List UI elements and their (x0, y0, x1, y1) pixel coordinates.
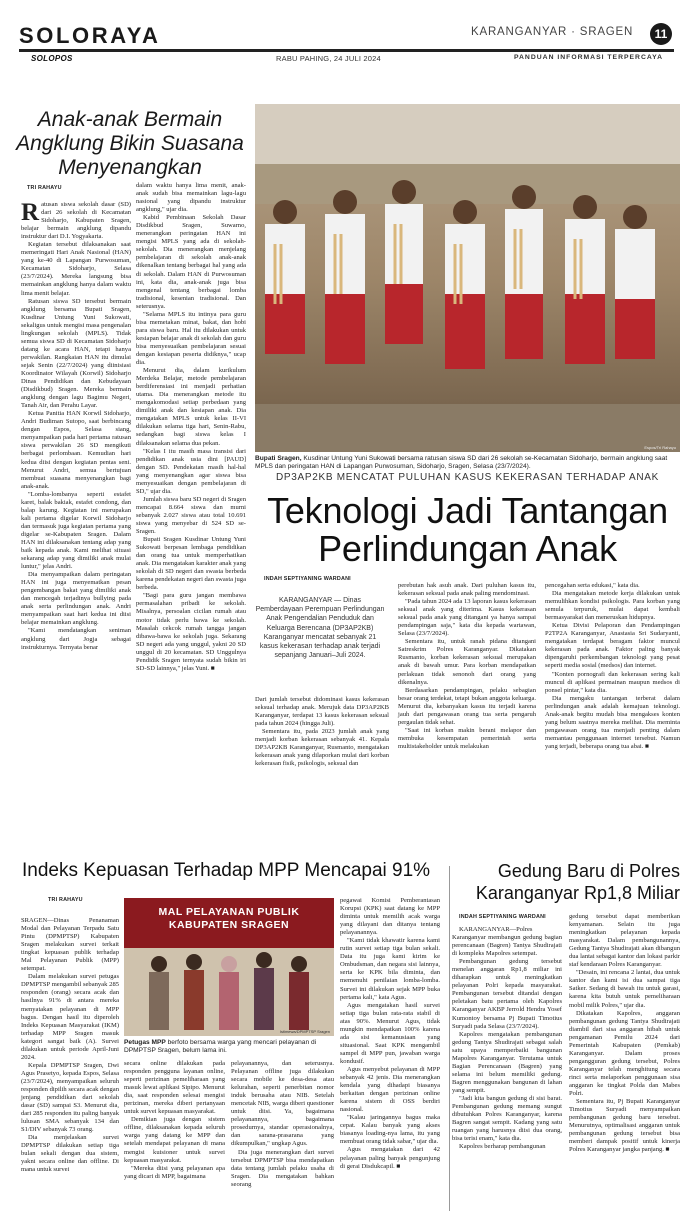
paragraph: "Kelas I itu masih masa transisi dari pendidikan anak usia dini [PAUD] dengan SD. Pendekatan masih hal-hal yang menyenangkan agar siswa bisa menyesuaikan dengan pembelajaran di SD," ujar dia. (136, 447, 246, 495)
caption-text: berfoto bersama warga yang mencari pelayanan di DPMPTSP Sragen, belum lama ini. (124, 1039, 317, 1055)
article-column (136, 182, 246, 672)
end-mark: ■ (209, 664, 215, 672)
caption-lead: Bupati Sragen, (255, 455, 302, 462)
paragraph: Pembangunan gedung tersebut menelan anggaran Rp1,8 miliar ini diharapkan untuk meningkatkan pelayanan Polri kepada masyarakat. Pembangunan tersebut ditandai dengan peletakan batu pertama oleh Kapolres Karanganyar AKBP Jerrold Hendra Yosef Kumontoy bersama Pj Bupati Timotius Suryadi pada Selasa (23/7/2024). (452, 958, 562, 1030)
paragraph: "Saat ini korban makin berani melapor dan membuka kesempatan pemerintah serta multistakeholder untuk melakukan (398, 726, 536, 750)
brand-logo: SOLOPOS (31, 54, 73, 63)
paragraph: Dikatakan Kapolres, anggaran pembangunan gedung Tantya Shudirajati diambil dari sisa anggaran hibah untuk pengamanan Pemilu 2024 dari Pemerintah Kabupaten (Pemkab) Karanganyar. Dalam proses pengangguran gedung tersebut, Polres Karanganyar telah menghitung secara rinci serta melaporkan penggunaan sisa anggaran ke tingkat Polda dan Mabes Polri. (569, 1009, 680, 1098)
article-column (452, 926, 562, 1213)
date-line: RABU PAHING, 24 JULI 2024 (276, 54, 381, 63)
paragraph: Kapolres mengatakan pembangunan gedung Tantya Shudirajati sebagai salah satu upaya memperbaiki bangunan Mapolres Karanganyar. Terutama untuk Bagian Perencanaan (Bagren) yang selama ini belum memiliki gedung. Bagren menggunakan bangunan di lahan yang sempit. (452, 1030, 562, 1094)
paragraph: Menurut dia, dalam kurikulum Merdeka Belajar, metode pembelajaran berdiferensiasi ini menjadi perhatian utama. Dia menerangkan metode itu mengakomodasi setiap perbedaan yang dimiliki anak dan kesiapan anak. Dia mengatakan MPLS untuk kelas II-VI dilakukan selama tiga hari, Senin-Rabu, sedangkan bagi siswa kelas I dilaksanakan selama dua pekan. (136, 367, 246, 447)
headline-line: Karanganyar Rp1,8 Miliar (475, 883, 680, 903)
article-headline (452, 860, 680, 904)
byline: TRI RAHAYU (27, 185, 62, 191)
article-headline: Indeks Kepuasan Terhadap MPP Mencapai 91% (22, 860, 431, 881)
paragraph: perebutan hak asuh anak. Dari puluhan kasus itu, kekerasan seksual pada anak paling mendominasi. (398, 582, 536, 598)
mpp-photo (124, 898, 334, 1036)
paragraph: Sementara itu, Pj Bupati Karanganyar Timotius Suryadi menyampaikan pembangunan gedung baru tersebut. Menurutnya, optimalisasi anggaran untuk pembangunan gedung tersebut bisa memberi dampak positif untuk kinerja Polres Karanganyar jangka panjang. ■ (569, 1098, 680, 1154)
paragraph: Dia menjelaskan survei DPMPTSP dilakukan setiap tiga bulan sekali dengan dua sistem, yakni secara online dan offline. Di mana untuk survei (21, 1134, 119, 1174)
paragraph: secara online dilakukan pada responden pengguna layanan online, seperti perizinan pemeliharaan yang masuk lewat aplikasi Sipipo. Menurut dia, saat responden selesai mengisi perizinan, mereka diberi pertanyaan untuk survei kepuasan masyarakat. (124, 1060, 225, 1116)
paragraph: "Kalau jaringannya bagus maka cepat. Kalau banyak yang akses biasanya loading-nya lama, itu yang membuat orang tidak sabar," ujar dia. (340, 1114, 440, 1146)
paragraph: Ketua Panitia HAN Korwil Sidoharjo, Andri Budiman Sutopo, saat berbincang dengan Espos, Selasa siang, menyampaikan pada hari pertama ratusan siswa perwakilan 26 SD mengikuti berbagai perlombaan. Kemudian hari kedua diisi dengan kegiatan pentas seni. Menurut Andri, semua bertujuan membuat suasana menyenangkan bagi anak-anak. (21, 410, 131, 490)
photo-caption (124, 1039, 334, 1056)
paragraph: Kapolres berharap pembangunan (459, 1143, 546, 1151)
article-headline (255, 492, 680, 568)
caption-text: Kusdinar Untung Yuni Sukowati bersama ratusan siswa SD dari 26 sekolah se-Kecamatan Sidoharjo, bermain angklung saat MPLS dan peringatan HAN di Lapangan Purwosuman, Sidoharjo, Sragen, Selasa (23/7/2024). (255, 455, 668, 471)
banner-text: MAL PELAYANAN PUBLIK KABUPATEN SRAGEN (158, 906, 300, 931)
paragraph: Bupati Sragen Kusdinar Untung Yuni Sukowati berpesan lembaga pendidikan dan orang tua untuk memperhatikan anak. Dia mengatakan karakter anak yang sekolah di SD negeri dan swasta berbeda karena pendekatan negeri dan swasta juga berbeda. (136, 536, 246, 592)
paragraph: Dia juga menerangkan dari survei tersebut DPMPTSP bisa mendapatkan data tentang jumlah pelaku usaha di Sragen. Dia mengatakan bahkan seorang (231, 1148, 334, 1188)
article-column (21, 199, 131, 651)
end-mark: ■ (643, 742, 649, 750)
paragraph: Agus mengatakan dari 42 pelayanan paling banyak pengunjung di gerai Disdukcapil. ■ (340, 1146, 440, 1170)
byline: INDAH SEPTIYANING WARDANI (264, 576, 351, 582)
paragraph: Ketua Divisi Pelaporan dan Pendampingan P2TP2A Karanganyar, Anastasia Sri Sudaryanti, mengatakan terdapat beragam faktor muncul kekerasan pada anak. Faktor paling banyak dipengaruhi perkembangan teknologi yang pesat seperti media sosial (medsos) dan internet. (545, 622, 680, 670)
paragraph: atusan siswa sekolah dasar (SD) dari 26 sekolah di Kecamatan Sidoharjo, Kabupaten Sragen, belajar bermain angklung dipandu instruktur dari D.I. Yogyakarta. (21, 201, 131, 241)
lead-paragraph: KARANGANYAR — Dinas Pemberdayaan Perempuan Perlindungan Anak Pengendalian Penduduk dan Keluarga Berencana (DP3AP2KB) Karanganyar mencatat sebanyak 21 kasus kekerasan terhadap anak terjadi sepanjang Januari–Juli 2024. (255, 597, 385, 660)
paragraph: "Pada tahun 2024 ada 13 laporan kasus kekerasan seksual anak yang diterima. Kasus kekerasan seksual pada anak yang ditangani ya hanya sampai pendampingan saja," kata dia kepada wartawan, Selasa (23/7/2024). (398, 598, 536, 638)
paragraph: "Selama MPLS itu intinya para guru bisa memetakan minat, bakat, dan hobi para siswa baru. Hal itu dilakukan untuk kesiapan belajar anak di sekolah dan guru bisa menyesuaikan pembelajaran sesuai dengan kesiapan peserta didiknya," ucap dia. (136, 310, 246, 367)
article-gedung (452, 860, 682, 1213)
paragraph: Dia mengaku tantangan terberat dalam perlindungan anak adalah kemajuan teknologi. Anak-anak begitu mudah bisa mengakses konten yang belum saatnya mereka melihat. Dia meminta pengawasan orang tua menjadi penting dalam memantau penggunaan internet tersebut. Namun yang terjadi, beberapa orang tua abai. ■ (545, 694, 680, 750)
headline-line: Teknologi Jadi Tantangan (267, 490, 668, 531)
article-teknologi (255, 472, 680, 852)
paragraph: Sementara itu, untuk ranah pidana ditangani Satreskrim Polres Karanganyar. Dikatakan Rusmanto, korban kekerasan seksual merupakan anak di bawah umur. Para korban mendapatkan perlakuan tidak senonoh dari orang yang dikenalnya. (398, 638, 536, 686)
page-number: 11 (650, 23, 672, 45)
paragraph: pencegahan serta edukasi," kata dia. (545, 582, 640, 589)
region-label: KARANGANYAR · SRAGEN (471, 26, 634, 38)
paragraph: "Kami mendatangkan seniman angklung dari Jogja sebagai instrukturnya. Ternyata benar (21, 627, 131, 651)
photo-credit: Istimewa/DPMPTSP Sragen (279, 1029, 330, 1034)
masthead (0, 0, 693, 72)
paragraph: Agus menyebut pelayanan di MPP sebanyak 42 jenis. Dia menerangkan kendala yang dihadapi biasanya berkaitan dengan perizinan online karena sistem di OSS berdiri nasional. (340, 1065, 440, 1114)
paragraph: gedung tersebut dapat memberikan kenyamanan. Selain itu juga meningkatkan pelayanan kepada masyarakat. Dalam pembangunannya, Gedung Tantya Shudirajati akan dibangun dua lantai sebagai kantor dan lokasi parkir staf kendaraan Polres Karanganyar. (569, 913, 680, 969)
headline-line: Gedung Baru di Polres (497, 861, 680, 881)
paragraph: dalam waktu hanya lima menit, anak-anak sudah bisa memainkan lagu-lagu nasional yang dipandu instruktur angklung," ujar dia. (136, 182, 246, 214)
masthead-rule (19, 49, 674, 52)
headline-line: Menyenangkan (58, 156, 202, 179)
article-column (398, 582, 536, 834)
paragraph: pegawai Komisi Pemberantasan Korupsi (KPK) saat datang ke MPP diminta untuk memilih acak warga yang dilayani dan ditanya tentang pelayanannya. (340, 897, 440, 937)
paragraph: Agus mengatakan hasil survei setiap tiga bulan rata-rata stabil di atas 90%. Menurut Agus, tidak mungkin mendapatkan 100% karena ada sisi kemanusiaan yang situasional. Saat KPK mengambil sampel di MPP pun, jawaban warga kondusif. (340, 1001, 440, 1065)
paragraph: "Mereka diisi yang pelayanan apa yang dicari di MPP, bagaimana (124, 1164, 225, 1180)
paragraph: Kabid Pembinaan Sekolah Dasar Disdikbud Sragen, Suwarno, menerangkan peringatan HAN ini mengisi MPLS yang ada di sekolah-sekolah. Dia menerangkan menjelang pembelajaran di sekolah anak-anak dikenalkan tentang berbagai hal yang ada di sekolah. Dalam HAN di Purwosuman ini, kata dia, anak-anak juga bisa mengenal tentang berbagai lomba tradisional, kesenian tradisional. Dan seterusnya. (136, 214, 246, 310)
paragraph: KARANGANYAR—Polres Karanganyar membangun gedung bagian perencanaan (Bagren) Tantya Shudirajati di kompleks Mapolres setempat. (452, 926, 562, 958)
paragraph: Dia menyampaikan dalam peringatan HAN ini juga menyematkan pesan pengembangan bakat yang dimiliki anak dan mencegah terjadinya bullying pada anak serta perlindungan anak. Andri menyampaikan saat hari kedua ini diisi belajar memainkan angklung. (21, 571, 131, 627)
byline: TRI RAHAYU (48, 897, 83, 903)
paragraph: "Kami tidak khawatir karena kami rutin survei setiap tiga bulan sekali. Data itu juga kami kirim ke Ombudsman, dan negara sisi lainnya, serta ke KPK bila diminta, dan memenuhi penilaian lomba-lomba. Survei ini dilakukan sejak MPP buka pertama kali," kata Agus. (340, 937, 440, 1001)
angklung-photo-illustration (255, 104, 680, 452)
byline: INDAH SEPTIYANING WARDANI (459, 914, 546, 920)
paragraph: Kegiatan tersebut dilaksanakan saat memeringati Hari Anak Nasional (HAN) yang ke-40 di Lapangan Purwosuman, Kecamatan Sidoharjo, Selasa (23/7/2024). Mereka langsung bisa memainkan angklung hanya dalam waktu lima menit belajar. (21, 241, 131, 297)
end-mark: ■ (663, 1146, 670, 1154)
headline-line: Angklung Bikin Suasana (16, 132, 244, 155)
angklung-photo (255, 104, 680, 452)
photo-credit: Espos/Tri Rahayu (644, 445, 676, 450)
paragraph: Ratusan siswa SD tersebut bermain angklung bersama Bupati Sragen, Kusdinar Untung Yuni Sukowati, sekaligus untuk mengisi masa pengenalan lingkungan sekolah (MPLS). Tidak semua siswa SD di Kecamatan Sidoharjo datang ke acara HAN, tetapi hanya perwakilan. Rangkaian HAN itu dimulai sejak Senin (22/7/2024) yang diinisiasi Koordinator Wilayah (Korwil) Sidoharjo Dinas Pendidikan dan Kebudayaan (Disdikbud) Sragen. Mereka bermain angklung dengan lagu Bagimu Negeri, Tanah Air, dan Perahu Layar. (21, 297, 131, 410)
paragraph: Demikian juga dengan sistem offline, dilaksanakan kepada seluruh warga yang datang ke MPP dan setelah mendapat pelayanan di mana mengisi kuisioner untuk survei kepuasan masyarakat. (124, 1116, 225, 1164)
article-kicker: DP3AP2KB MENCATAT PULUHAN KASUS KEKERASAN TERHADAP ANAK (275, 472, 660, 483)
paragraph: "Bagi para guru jangan membawa permasalahan pribadi ke sekolah. Misalnya, persoalan cicilan rumah atau motor tidak perlu bawa ke sekolah. Masalah cekcok rumah tangga jangan dibawa-bawa ke sekolah juga. Sekarang SD negeri ada yang unggul, yakni 20 SD unggul di 20 kecamatan. SD Unggulnya Pendidik Sragen ternyata sudah bikin iri SD-SD lainnya," jelas Yuni. ■ (136, 592, 246, 672)
paragraph: "Jadi kita bangun gedung di sisi barat. Pembangunan gedung memang sungut dibutuhkan Polres Karanganyar, karena Bagren sangat sempit. Kadang yang satu ruangan yang harusnya diisi dua orang, bisa terisi enam," kata dia. (452, 1094, 562, 1143)
article-column (231, 1060, 334, 1211)
section-title: SOLORAYA (19, 23, 161, 48)
paragraph: Dari jumlah tersebut didominasi kasus kekerasan seksual terhadap anak. Merujuk data DP3AP2KB Karanganyar, terdapat 13 kasus kekerasan seksual pada tahun 2024 (hingga Juli). (255, 696, 389, 728)
headline-line: Perlindungan Anak (318, 528, 617, 569)
article-column (124, 1060, 225, 1211)
column-divider (449, 866, 450, 1211)
headline-line: Anak-anak Bermain (37, 108, 223, 131)
paragraph: Kepala DPMPTSP Sragen, Dwi Agus Prasetyo, kepada Espos, Selasa (23/7/2024), menyampaikan seluruh responden dipilih secara acak dengan jenjang pendidikan dari sekolah dasar (SD) sampai S3. Menurut dia, dari 285 responden itu paling banyak lulusan SMA sebanyak 134 dan S1/DIV sebanyak 73 orang. (21, 1061, 119, 1134)
paragraph: SRAGEN—Dinas Penanaman Modal dan Pelayanan Terpadu Satu Pintu (DPMPTSP) Kabupaten Sragen melakukan survei terkait tingkat kepuasan publik terhadap Mal Pelayanan Publik (MPP) setempat. (21, 917, 119, 973)
paragraph: Dia mengatakan metode kerja dilakukan untuk memulihkan kondisi psikologis. Para korban yang semula terpuruk, mulai dapat kembali bermasyarakat dan meneruskan hidupnya. (545, 590, 680, 622)
article-headline (12, 108, 248, 180)
caption-lead: Petugas MPP (124, 1039, 166, 1046)
article-mpp (0, 860, 446, 1213)
photo-caption (255, 455, 680, 472)
paragraph: "Lomba-lombanya seperti estafet karet, balak bakiak, estafet condong, dan balap karung. Kegiatan ini merupakan kali pertama digelar Korwil Sidoharjo dan termasuk juga kegiatan pertama yang digelar se-Kabupaten Sragen. Dalam HAN ini dilaksanakan tentang adap yang baik kepada anak. Kami melihat situasi sekarang adap yang dimiliki anak mulai luntur," jelas Andri. (21, 490, 131, 571)
article-column (569, 913, 680, 1213)
paragraph: Jumlah siswa baru SD negeri di Sragen mencapai 8.664 siswa dan murni sebanyak 2.027 siswa atau total 10.691 siswa yang menyebar di 524 SD se-Sragen. (136, 495, 246, 536)
article-column (340, 897, 440, 1211)
article-column (255, 696, 389, 816)
paragraph: "Desain, ini rencana 2 lantai, dua untuk kantor dan kami isi dua sampai tiga Satker. Sedang di bawah itu untuk garasi, karena kita butuh untuk pemeliharaan mobil milik Polres," ujar dia. (569, 969, 680, 1009)
drop-cap: R (21, 199, 40, 226)
paragraph: Sementara itu, pada 2023 jumlah anak yang menjadi korban kekerasan sebanyak 41. Kepala DP3AP2KB Karanganyar, Rusmanto, mengatakan kekerasan anak yang dilaporkan mulai dari korban kekerasan fisik, psikologis, seksual dan (255, 728, 389, 768)
paragraph: Berdasarkan pendampingan, pelaku sebagian besar orang terdekat, tetapi bukan anggota keluarga. Menurut dia, kebanyakan kasus itu terjadi karena jauh dari pengawasan orang tua serta pengaruh pergaulan tidak sehat. (398, 686, 536, 726)
paragraph: Dalam melakukan survei petugas DPMPTSP mengambil sebanyak 285 responden (orang) secara acak dan hasilnya 91% di antara mereka menyatakan pelayanan di MPP bagus. Dengan hasil itu diperoleh Indeks Kepuasan Masyarakat (IKM) terhadap MPP Sragen masuk kategori sangat baik (A). Survei dilakukan untuk periode April-Juni 2024. (21, 973, 119, 1061)
tagline: PANDUAN INFORMASI TERPERCAYA (514, 54, 663, 61)
article-column (21, 917, 119, 1211)
paragraph: pelayanannya, dan seterusnya. Pelayanan offline juga dilakukan secara mobile ke desa-desa atau kelurahan, seperti penerbitan nomor induk berusaha atau NIB. Setelah mencetak NIB, warga diberi questioner untuk diisi. Ya, bagaimana pelayanannya, bagaimana prosedurnya, standar operasionalnya, dan sarana-prasarana yang dikumpulkan," ungkap Agus. (231, 1060, 334, 1148)
end-mark: ■ (394, 1162, 401, 1170)
paragraph: "Konten pornografi dan kekerasan sering kali muncul di aplikasi permainan maupun medsos di ponsel pintar," kata dia. (545, 670, 680, 694)
article-column (545, 582, 680, 834)
